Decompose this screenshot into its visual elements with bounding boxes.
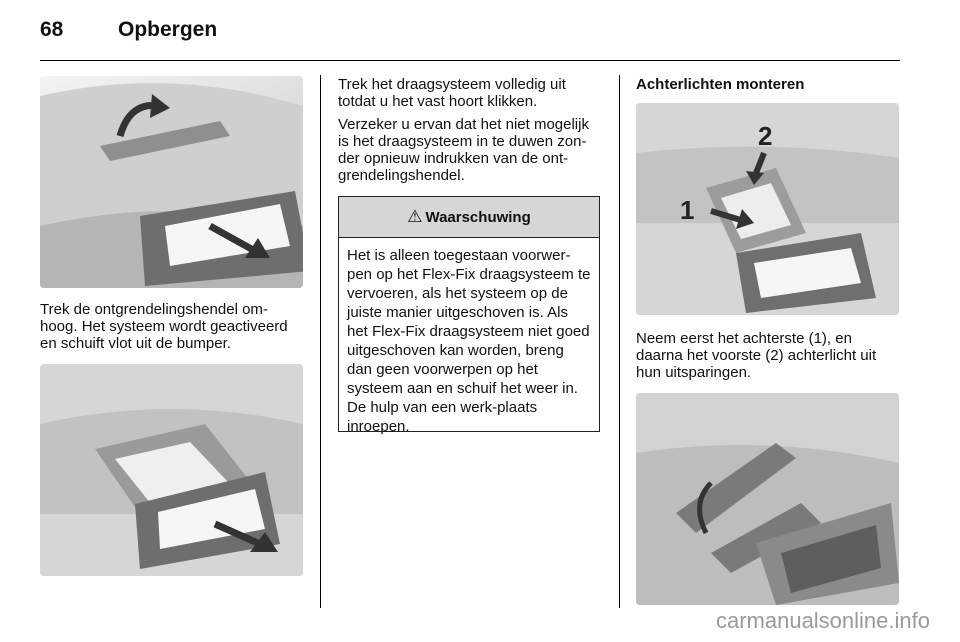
warning-header — [339, 197, 599, 238]
col1-text: Trek de ontgrendelingshendel om-hoog. Het systeem wordt geactiveerd en schuift vlot uit de bumper. — [40, 301, 288, 352]
warning-box — [338, 196, 600, 435]
warning-body: Het is alleen toegestaan voorwer-pen op het Flex-Fix draagsysteem te vervoeren, als het systeem op de juiste manier uitgeschoven is. Als het Flex-Fix draagsysteem niet goed uitgeschoven kan worden, breng dan geen voorwerpen op het systeem aan en schuif het weer in. De hulp van een werk-plaats inroepen. — [347, 247, 591, 435]
page-number: 68 — [40, 18, 64, 41]
carrier-illustration — [40, 364, 303, 576]
warning-title: Waarschuwing — [425, 208, 531, 226]
figure-bumper-handle — [40, 76, 303, 288]
section-heading: Achterlichten monteren — [636, 76, 805, 93]
column-divider-2 — [619, 75, 620, 608]
callout-2: 2 — [758, 121, 773, 151]
mount-illustration — [636, 393, 899, 605]
col2-para1: Trek het draagsysteem volledig uit totdat u het vast hoort klikken. — [338, 76, 566, 110]
figure-taillights-remove — [636, 103, 899, 315]
column-divider-1 — [320, 75, 321, 608]
col2-para2: Verzeker u ervan dat het niet mogelijk is het draagsysteem in te duwen zon-der opnieuw indrukken van de ont-grendelingshendel. — [338, 116, 589, 184]
warning-triangle-icon: ⚠ — [407, 207, 423, 226]
page-title: Opbergen — [118, 18, 218, 41]
callout-1: 1 — [680, 195, 695, 225]
header-rule — [40, 60, 900, 61]
taillights-illustration — [636, 103, 899, 315]
figure-taillights-mount — [636, 393, 899, 605]
bumper-illustration — [40, 76, 303, 288]
col3-para: Neem eerst het achterste (1), en daarna het voorste (2) achterlicht uit hun uitsparingen. — [636, 330, 877, 381]
watermark: carmanualsonline.info — [715, 608, 930, 633]
figure-carrier-extended — [40, 364, 303, 576]
